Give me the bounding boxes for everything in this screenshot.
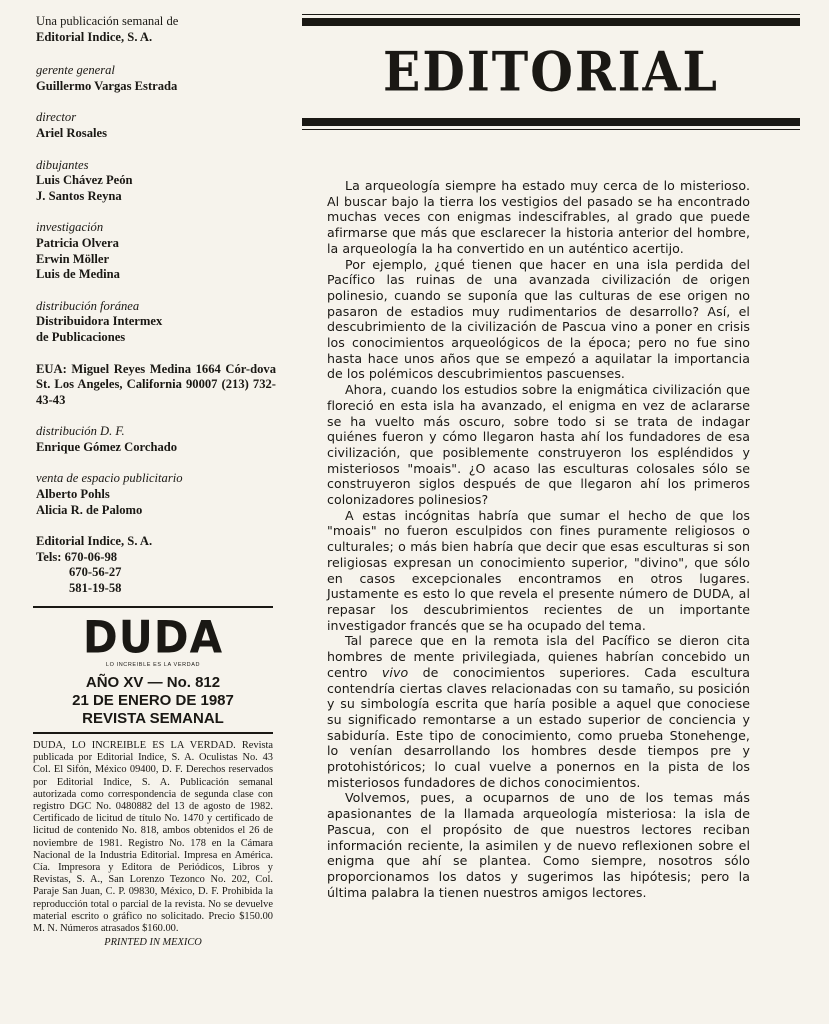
issue-frequency: REVISTA SEMANAL [82, 710, 224, 727]
paragraph: Volvemos, pues, a ocuparnos de uno de los temas más apasionantes de la llamada arqueología misteriosa: la isla de Pascua, con el propósito de que nuestros lectores reciban información reciente, la asimilen y de nuevo reflexionen sobre el enigma que ahí se plantea. Como siempre, nosotros sólo proporcionamos los datos y sugerimos las hipótesis; pero la última palabra la tienen nuestros amigos lectores. [327, 790, 750, 900]
paragraph: Ahora, cuando los estudios sobre la enigmática civilización que floreció en esta isla ha avanzado, el enigma en vez de aclararse se ha vuelto más oscuro, sobre todo si se trata de indagar quiénes fueron y cómo llegaron hasta ahí los fundadores de esa civilización, que posiblemente construyeron los espléndidos y misteriosos "moais". ¿O acaso las esculturas colosales sólo se construyeron siglos después de que llegaron ahí los primeros colonizadores polinesios? [327, 382, 750, 508]
credit-general-manager [36, 63, 276, 94]
phone-number: 670-56-27 [69, 565, 122, 580]
top-rule-thin [302, 14, 800, 15]
publisher-line: Una publicación semanal de [36, 14, 179, 28]
paragraph: A estas incógnitas habría que sumar el hecho de que los "moais" no fueron esculpidos con fines puramente religiosos o culturales; o más bien habría que decir que esas esculturas si son religiosas expresan un conocimiento superior, "divino", que sólo en casos excepcionales encontramos en otros lugares. Justamente es esto lo que revela el presente número de DUDA, al repasar los descubrimientos recientes de un importante investigador francés que se ha ocupado del tema. [327, 507, 750, 633]
italic-word: vivo [381, 664, 409, 680]
credit-name: J. Santos Reyna [36, 188, 122, 203]
paragraph: La arqueología siempre ha estado muy cerca de lo misterioso. Al buscar bajo la tierra los vestigios del pasado se ha encontrado muchas veces con enigmas indescifrables, al grado que puede afirmarse que más que esclarecer la historia anterior del hombre, la arqueología la ha convertido en un auténtico acertijo. [327, 178, 750, 256]
credit-role: distribución foránea [36, 298, 140, 313]
credit-name: Ariel Rosales [36, 125, 107, 140]
duda-logo: DUDA [82, 611, 224, 664]
bottom-rule-thin [302, 129, 800, 130]
masthead-credits [36, 14, 276, 597]
credit-name: Guillermo Vargas Estrada [36, 78, 178, 93]
credit-df-distribution [36, 424, 276, 455]
contact-block [36, 534, 276, 596]
tels-label: Tels: [36, 549, 62, 564]
credit-foreign-distribution [36, 299, 276, 346]
credit-role: investigación [36, 220, 104, 235]
credit-ad-sales [36, 471, 276, 518]
bottom-rule-thick [302, 118, 800, 126]
credit-role: distribución D. F. [36, 424, 125, 439]
credit-role: gerente general [36, 63, 115, 78]
printed-in: PRINTED IN MEXICO [104, 937, 202, 949]
contact-company: Editorial Indice, S. A. [36, 534, 153, 549]
top-rule-thick [302, 18, 800, 26]
credit-research [36, 220, 276, 282]
editorial-header [302, 14, 800, 130]
paragraph-text: Tal parece que en la remota isla del Pacífico se dieron cita hombres de mente privilegiada, quienes habrían concebido un centro [327, 633, 750, 680]
logo-tagline: LO INCREIBLE ES LA VERDAD [105, 662, 201, 668]
us-distributor: EUA: Miguel Reyes Medina 1664 Cór-dova St. Los Angeles, California 90007 (213) 732-43-43 [36, 361, 276, 407]
paragraph: Por ejemplo, ¿qué tienen que hacer en una isla perdida del Pacífico las ruinas de una avanzada civilización de origen polinesio, cuando se suponía que las culturas de ese origen no pasaron de estadios muy rudimentarios de desarrollo? Así, el descubrimiento de la civilización de Pascua vino a poner en crisis los conocimientos arqueológicos de la época; pero no fue sino hasta hace unos años que se empezó a aquilatar la importancia de los polémicos descubrimientos pascuenses. [327, 256, 750, 382]
credit-name: de Publicaciones [36, 329, 126, 344]
credit-illustrators [36, 158, 276, 205]
legal-notice: DUDA, LO INCREIBLE ES LA VERDAD. Revista publicada por Editorial Indice, S. A. Oculistas No. 43 Col. El Sifón, México 09400, D. F. Derechos reservados por Editorial Indice, S. A. Publicación semanal autorizada como correspondencia de segunda clase con registro DGC No. 0480882 del 13 de agosto de 1982. Certificado de licitud de título No. 1470 y certificado de licitud de contenido No. 818, ambos obtenidos el 26 de noviembre de 1981. Registro No. 178 en la Cámara Nacional de la Industria Editorial. Impresa en América. Cía. Impresora y Editora de Periódicos, Libros y Revistas, S. A., San Lorenzo Tezonco No. 202, Col. Paraje San Juan, C. P. 09830, México, D. F. Prohibida la reproducción total o parcial de la revista. No se devuelve material escrito o gráfico no solicitado. Precio $150.00 M. N. Números atrasados $160.00. [33, 740, 273, 935]
divider [33, 732, 273, 734]
credit-director [36, 110, 276, 141]
credit-name: Alicia R. de Palomo [36, 502, 143, 517]
issue-number: AÑO XV — No. 812 [85, 674, 221, 691]
paragraph-text: de conocimientos superiores. Cada escultura contendría ciertas claves relacionadas con su tamaño, su posición y su simbología escrita que haría posible a aquel que conociese su significado remontarse a un estado superior de conciencia y sabiduría. Este tipo de conocimiento, como prueba Stonehenge, lo venían desarrollando los hombres desde tiempos pre y protohistóricos; lo cual vuelve a ponernos en la pista de los misteriosos fundadores de dichos conocimientos. [327, 664, 750, 790]
credit-name: Luis Chávez Peón [36, 173, 133, 188]
page-title: EDITORIAL [382, 40, 720, 104]
editorial-body [327, 178, 750, 900]
credit-name: Enrique Gómez Corchado [36, 439, 178, 454]
phone-number: 581-19-58 [69, 581, 122, 596]
credit-name: Luis de Medina [36, 267, 120, 282]
magazine-info-box [33, 606, 273, 948]
phone-number: 670-06-98 [64, 549, 118, 564]
credit-role: director [36, 110, 77, 125]
credit-role: venta de espacio publicitario [36, 471, 183, 486]
issue-date: 21 DE ENERO DE 1987 [72, 692, 234, 709]
credit-name: Distribuidora Intermex [36, 314, 163, 329]
credit-name: Alberto Pohls [36, 487, 110, 502]
credit-name: Erwin Möller [36, 251, 110, 266]
publisher-intro [36, 14, 276, 45]
publisher-name: Editorial Indice, S. A. [36, 29, 153, 44]
credit-name: Patricia Olvera [36, 235, 119, 250]
credit-role: dibujantes [36, 157, 89, 172]
paragraph [327, 633, 750, 790]
